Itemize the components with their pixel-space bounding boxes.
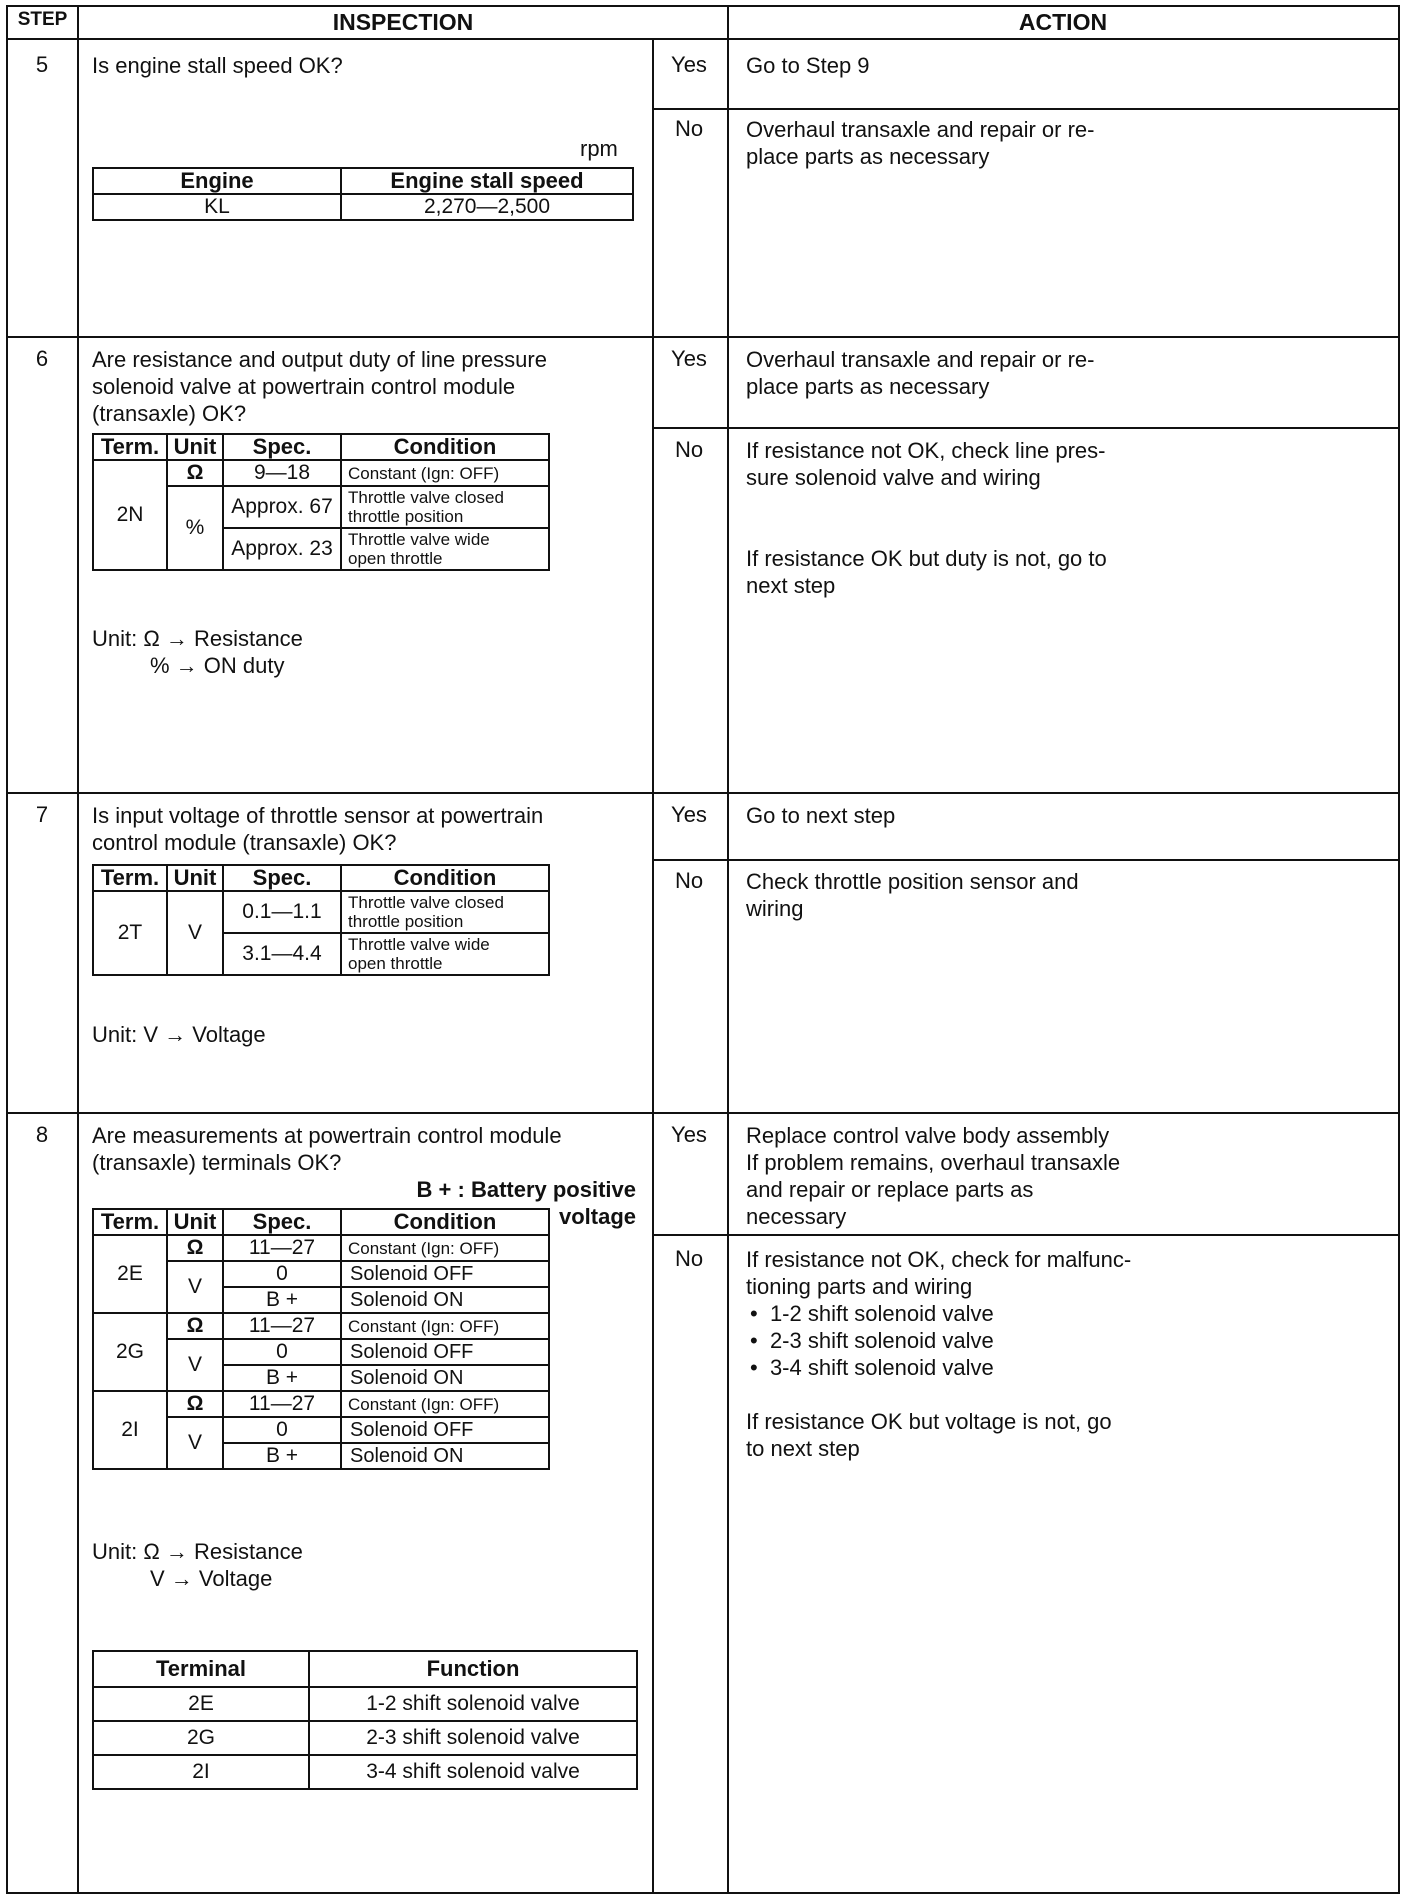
table-cell: 11—27: [223, 1313, 341, 1339]
table-cell: 11—27: [223, 1391, 341, 1417]
column-header: Condition: [341, 865, 549, 891]
list-item: [750, 1327, 994, 1354]
table-cell: 2,270—2,500: [341, 194, 633, 220]
bullet-list: [750, 1300, 994, 1381]
table-cell: Throttle valve wide open throttle: [341, 528, 549, 570]
table-cell: 0: [223, 1417, 341, 1443]
table-cell: %: [167, 486, 223, 570]
step-question: Is input voltage of throttle sensor at powertrain control module (transaxle) OK?: [92, 803, 544, 855]
table-cell: B +: [223, 1287, 341, 1313]
table-cell: B +: [223, 1443, 341, 1469]
column-header: Term.: [93, 1209, 167, 1235]
no-label: No: [674, 116, 704, 141]
list-item-label: 2-3 shift solenoid valve: [769, 1328, 994, 1353]
table-cell: Solenoid ON: [341, 1287, 549, 1313]
table-cell: Throttle valve wide open throttle: [341, 933, 549, 975]
throttle-sensor-table: [92, 864, 550, 976]
table-cell: V: [167, 891, 223, 975]
column-header: Condition: [341, 434, 549, 460]
header-action: ACTION: [1018, 9, 1108, 35]
table-cell: 2I: [93, 1391, 167, 1469]
yes-action: Go to Step 9: [746, 53, 870, 78]
unit-note: Unit: Ω → Resistance: [92, 626, 303, 651]
table-cell: Ω: [167, 1235, 223, 1261]
column-header: Condition: [341, 1209, 549, 1235]
list-item-label: 1-2 shift solenoid valve: [769, 1301, 994, 1326]
column-header: Function: [309, 1651, 637, 1687]
list-item: [750, 1354, 994, 1381]
no-label: No: [674, 868, 704, 893]
no-action: If resistance not OK, check line pres- sure solenoid valve and wiring: [746, 438, 1106, 490]
solenoid-terminal-table: [92, 1208, 550, 1470]
table-cell: 2T: [93, 891, 167, 975]
yes-label: Yes: [671, 52, 707, 77]
table-cell: Approx. 23: [223, 528, 341, 570]
yes-label: Yes: [671, 802, 707, 827]
table-cell: V: [167, 1261, 223, 1313]
column-header: Engine stall speed: [341, 168, 633, 194]
column-header: Term.: [93, 434, 167, 460]
no-action: If resistance OK but voltage is not, go to next step: [746, 1409, 1112, 1461]
table-cell: Solenoid ON: [341, 1443, 549, 1469]
table-cell: 9—18: [223, 460, 341, 486]
unit-note: Unit: Ω → Resistance: [92, 1539, 303, 1564]
table-cell: 2-3 shift solenoid valve: [309, 1721, 637, 1755]
table-cell: Ω: [167, 460, 223, 486]
bullet-icon: •: [750, 1355, 770, 1380]
battery-positive-note: B + : Battery positive voltage: [416, 1177, 636, 1229]
table-cell: Solenoid OFF: [341, 1261, 549, 1287]
table-cell: 2G: [93, 1313, 167, 1391]
bullet-icon: •: [750, 1328, 770, 1353]
yes-action: Overhaul transaxle and repair or re- place parts as necessary: [746, 347, 1095, 399]
table-cell: 3-4 shift solenoid valve: [309, 1755, 637, 1789]
table-cell: 0.1—1.1: [223, 891, 341, 933]
step-number: 8: [35, 1122, 49, 1147]
unit-note: V → Voltage: [150, 1566, 273, 1591]
table-cell: V: [167, 1417, 223, 1469]
table-cell: 2N: [93, 460, 167, 570]
yes-label: Yes: [671, 1122, 707, 1147]
table-cell: Approx. 67: [223, 486, 341, 528]
list-item: [750, 1300, 994, 1327]
table-cell: Constant (Ign: OFF): [341, 1235, 549, 1261]
column-header: Terminal: [93, 1651, 309, 1687]
column-header: Unit: [167, 865, 223, 891]
table-cell: Throttle valve closed throttle position: [341, 891, 549, 933]
stall-speed-table: [92, 167, 634, 221]
step-number: 6: [35, 346, 49, 371]
step-number: 7: [35, 802, 49, 827]
column-header: Term.: [93, 865, 167, 891]
yes-action: Go to next step: [746, 803, 896, 828]
table-cell: Solenoid OFF: [341, 1417, 549, 1443]
table-cell: Solenoid ON: [341, 1365, 549, 1391]
table-cell: Throttle valve closed throttle position: [341, 486, 549, 528]
column-header: Spec.: [223, 865, 341, 891]
column-header: Engine: [93, 168, 341, 194]
table-cell: 11—27: [223, 1235, 341, 1261]
list-item-label: 3-4 shift solenoid valve: [769, 1355, 994, 1380]
terminal-function-table: [92, 1650, 638, 1790]
table-cell: Constant (Ign: OFF): [341, 460, 549, 486]
column-header: Unit: [167, 434, 223, 460]
table-cell: Ω: [167, 1313, 223, 1339]
step-question: Are resistance and output duty of line pressure solenoid valve at powertrain control module (transaxle) OK?: [92, 347, 547, 426]
header-step: STEP: [17, 9, 68, 30]
table-cell: 2G: [93, 1721, 309, 1755]
table-cell: B +: [223, 1365, 341, 1391]
step-question: Are measurements at powertrain control module (transaxle) terminals OK?: [92, 1123, 562, 1175]
no-label: No: [674, 1246, 704, 1271]
table-cell: KL: [93, 194, 341, 220]
unit-label: rpm: [580, 136, 618, 161]
table-cell: 1-2 shift solenoid valve: [309, 1687, 637, 1721]
line-pressure-table: [92, 433, 550, 571]
table-cell: Constant (Ign: OFF): [341, 1391, 549, 1417]
unit-note: % → ON duty: [150, 653, 285, 678]
step-question: Is engine stall speed OK?: [92, 53, 343, 78]
table-cell: Constant (Ign: OFF): [341, 1313, 549, 1339]
yes-label: Yes: [671, 346, 707, 371]
no-action: Check throttle position sensor and wiring: [746, 869, 1079, 921]
step-number: 5: [35, 52, 49, 77]
table-cell: Ω: [167, 1391, 223, 1417]
table-cell: Solenoid OFF: [341, 1339, 549, 1365]
header-inspection: INSPECTION: [332, 9, 474, 35]
no-action: If resistance not OK, check for malfunc- tioning parts and wiring: [746, 1247, 1132, 1299]
table-cell: 2E: [93, 1687, 309, 1721]
no-label: No: [674, 437, 704, 462]
column-header: Spec.: [223, 1209, 341, 1235]
table-cell: 3.1—4.4: [223, 933, 341, 975]
bullet-icon: •: [750, 1301, 770, 1326]
table-cell: V: [167, 1339, 223, 1391]
unit-note: Unit: V → Voltage: [92, 1022, 266, 1047]
table-cell: 0: [223, 1261, 341, 1287]
yes-action: Replace control valve body assembly If problem remains, overhaul transaxle and repair or replace parts as necessary: [746, 1123, 1121, 1229]
table-cell: 2I: [93, 1755, 309, 1789]
column-header: Unit: [167, 1209, 223, 1235]
column-header: Spec.: [223, 434, 341, 460]
table-cell: 0: [223, 1339, 341, 1365]
no-action: If resistance OK but duty is not, go to next step: [746, 546, 1107, 598]
no-action: Overhaul transaxle and repair or re- place parts as necessary: [746, 117, 1095, 169]
table-cell: 2E: [93, 1235, 167, 1313]
